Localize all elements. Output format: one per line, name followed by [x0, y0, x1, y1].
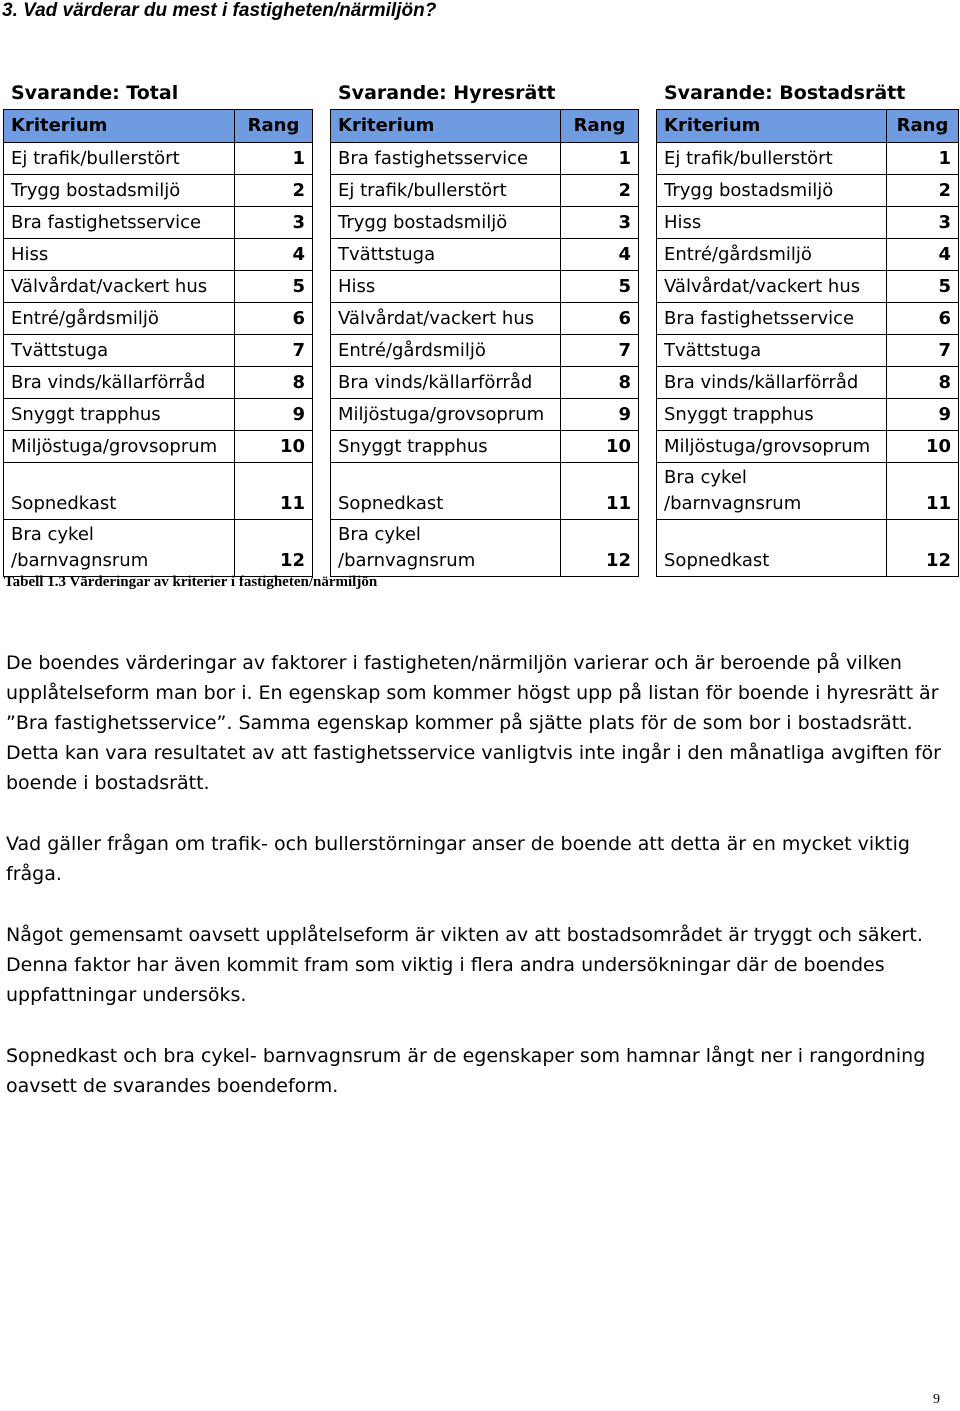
kriterium-cell: Bra fastighetsservice — [4, 207, 235, 239]
rang-cell: 4 — [887, 239, 959, 271]
rang-cell: 12 — [561, 520, 639, 577]
paragraph-1: De boendes värderingar av faktorer i fastigheten/närmiljön varierar och är beroende på vilken upplåtelseform man bor i. En egenskap som kommer högst upp på listan för boende i hyresrätt är ”Bra fastighetsservice”. Samma egenskap kommer på sjätte plats för de som bor i bostadsrätt. Detta kan vara resultatet av att fastighetsservice vanligtvis inte ingår i den månatliga avgiften för boende i bostadsrätt. — [6, 652, 941, 794]
kriterium-cell: Hiss — [4, 239, 235, 271]
rang-cell: 4 — [235, 239, 313, 271]
kriterium-cell: Tvättstuga — [657, 335, 887, 367]
table-row — [331, 367, 639, 399]
table-row — [4, 335, 313, 367]
rang-cell: 9 — [561, 399, 639, 431]
table-row — [4, 271, 313, 303]
column-header-kriterium: Kriterium — [331, 110, 561, 143]
kriterium-cell: Bra cykel /barnvagnsrum — [331, 520, 561, 577]
table-row — [4, 303, 313, 335]
table-row — [331, 431, 639, 463]
rang-cell: 10 — [561, 431, 639, 463]
rank-table-total — [3, 109, 313, 577]
table-row — [4, 463, 313, 520]
kriterium-cell: Ej trafik/bullerstört — [4, 143, 235, 175]
rank-table-bostadsratt — [656, 109, 959, 577]
column-header-rang: Rang — [561, 110, 639, 143]
kriterium-cell: Sopnedkast — [331, 463, 561, 520]
kriterium-cell: Bra fastighetsservice — [657, 303, 887, 335]
rank-table-hyresratt — [330, 109, 639, 577]
section-heading: 3. Vad värderar du mest i fastigheten/närmiljön? — [2, 0, 437, 21]
rang-cell: 1 — [561, 143, 639, 175]
table-row — [657, 239, 959, 271]
rang-cell: 9 — [235, 399, 313, 431]
rang-cell: 4 — [561, 239, 639, 271]
table-row — [331, 335, 639, 367]
table-row — [4, 431, 313, 463]
rang-cell: 3 — [235, 207, 313, 239]
group-title-hyresratt: Svarande: Hyresrätt — [338, 82, 556, 104]
table-row — [657, 399, 959, 431]
table-row — [331, 271, 639, 303]
table-row — [657, 335, 959, 367]
rang-cell: 1 — [235, 143, 313, 175]
kriterium-cell: Bra cykel /barnvagnsrum — [657, 463, 887, 520]
table-row — [331, 239, 639, 271]
rang-cell: 8 — [887, 367, 959, 399]
table-row — [4, 143, 313, 175]
kriterium-cell: Tvättstuga — [4, 335, 235, 367]
kriterium-cell: Bra cykel /barnvagnsrum — [4, 520, 235, 577]
rang-cell: 12 — [235, 520, 313, 577]
table-row — [4, 399, 313, 431]
rang-cell: 9 — [887, 399, 959, 431]
rang-cell: 10 — [887, 431, 959, 463]
rang-cell: 11 — [561, 463, 639, 520]
kriterium-cell: Snyggt trapphus — [331, 431, 561, 463]
table-row — [657, 271, 959, 303]
kriterium-cell: Bra vinds/källarförråd — [657, 367, 887, 399]
kriterium-cell: Tvättstuga — [331, 239, 561, 271]
kriterium-cell: Sopnedkast — [657, 520, 887, 577]
table-row — [657, 143, 959, 175]
kriterium-cell: Miljöstuga/grovsoprum — [657, 431, 887, 463]
column-header-kriterium: Kriterium — [4, 110, 235, 143]
table-row — [657, 367, 959, 399]
table-caption: Tabell 1.3 Värderingar av kriterier i fastigheten/närmiljön — [4, 574, 378, 590]
rang-cell: 5 — [235, 271, 313, 303]
column-header-kriterium: Kriterium — [657, 110, 887, 143]
rang-cell: 3 — [887, 207, 959, 239]
rang-cell: 5 — [887, 271, 959, 303]
kriterium-cell: Snyggt trapphus — [4, 399, 235, 431]
kriterium-cell: Bra fastighetsservice — [331, 143, 561, 175]
rang-cell: 2 — [561, 175, 639, 207]
kriterium-cell: Välvårdat/vackert hus — [331, 303, 561, 335]
kriterium-cell: Trygg bostadsmiljö — [657, 175, 887, 207]
table-row — [4, 175, 313, 207]
kriterium-cell: Bra vinds/källarförråd — [331, 367, 561, 399]
group-title-total: Svarande: Total — [11, 82, 179, 104]
rang-cell: 6 — [887, 303, 959, 335]
rang-cell: 7 — [887, 335, 959, 367]
table-row — [331, 399, 639, 431]
rang-cell: 7 — [235, 335, 313, 367]
rang-cell: 8 — [561, 367, 639, 399]
column-header-rang: Rang — [887, 110, 959, 143]
table-row — [331, 175, 639, 207]
paragraph-3: Något gemensamt oavsett upplåtelseform är vikten av att bostadsområdet är tryggt och säkert. Denna faktor har även kommit fram som viktig i flera andra undersökningar där de boendes uppfattningar undersöks. — [6, 924, 923, 1006]
table-row — [331, 143, 639, 175]
table-row — [331, 207, 639, 239]
kriterium-cell: Miljöstuga/grovsoprum — [331, 399, 561, 431]
paragraph-4: Sopnedkast och bra cykel- barnvagnsrum är de egenskaper som hamnar långt ner i rangordning oavsett de svarandes boendeform. — [6, 1045, 926, 1097]
table-row — [4, 520, 313, 577]
table-row — [4, 239, 313, 271]
rang-cell: 11 — [887, 463, 959, 520]
table-row — [4, 367, 313, 399]
kriterium-cell: Entré/gårdsmiljö — [4, 303, 235, 335]
kriterium-cell: Hiss — [331, 271, 561, 303]
kriterium-cell: Ej trafik/bullerstört — [331, 175, 561, 207]
table-row — [657, 431, 959, 463]
table-row — [657, 303, 959, 335]
kriterium-cell: Snyggt trapphus — [657, 399, 887, 431]
kriterium-cell: Entré/gårdsmiljö — [657, 239, 887, 271]
rang-cell: 11 — [235, 463, 313, 520]
kriterium-cell: Trygg bostadsmiljö — [331, 207, 561, 239]
kriterium-cell: Hiss — [657, 207, 887, 239]
kriterium-cell: Entré/gårdsmiljö — [331, 335, 561, 367]
paragraph-2: Vad gäller frågan om trafik- och bullerstörningar anser de boende att detta är en mycket viktig fråga. — [6, 833, 910, 885]
kriterium-cell: Ej trafik/bullerstört — [657, 143, 887, 175]
table-row — [657, 520, 959, 577]
table-row — [657, 175, 959, 207]
rang-cell: 12 — [887, 520, 959, 577]
rang-cell: 6 — [235, 303, 313, 335]
kriterium-cell: Välvårdat/vackert hus — [657, 271, 887, 303]
kriterium-cell: Sopnedkast — [4, 463, 235, 520]
rang-cell: 3 — [561, 207, 639, 239]
kriterium-cell: Bra vinds/källarförråd — [4, 367, 235, 399]
table-row — [331, 303, 639, 335]
page-number: 9 — [933, 1392, 940, 1407]
rang-cell: 2 — [235, 175, 313, 207]
table-row — [657, 463, 959, 520]
rang-cell: 1 — [887, 143, 959, 175]
rang-cell: 6 — [561, 303, 639, 335]
table-row — [331, 463, 639, 520]
table-row — [331, 520, 639, 577]
rang-cell: 2 — [887, 175, 959, 207]
kriterium-cell: Välvårdat/vackert hus — [4, 271, 235, 303]
group-title-bostadsratt: Svarande: Bostadsrätt — [664, 82, 906, 104]
kriterium-cell: Trygg bostadsmiljö — [4, 175, 235, 207]
rang-cell: 7 — [561, 335, 639, 367]
rang-cell: 5 — [561, 271, 639, 303]
table-row — [4, 207, 313, 239]
rang-cell: 10 — [235, 431, 313, 463]
column-header-rang: Rang — [235, 110, 313, 143]
table-row — [657, 207, 959, 239]
kriterium-cell: Miljöstuga/grovsoprum — [4, 431, 235, 463]
rang-cell: 8 — [235, 367, 313, 399]
